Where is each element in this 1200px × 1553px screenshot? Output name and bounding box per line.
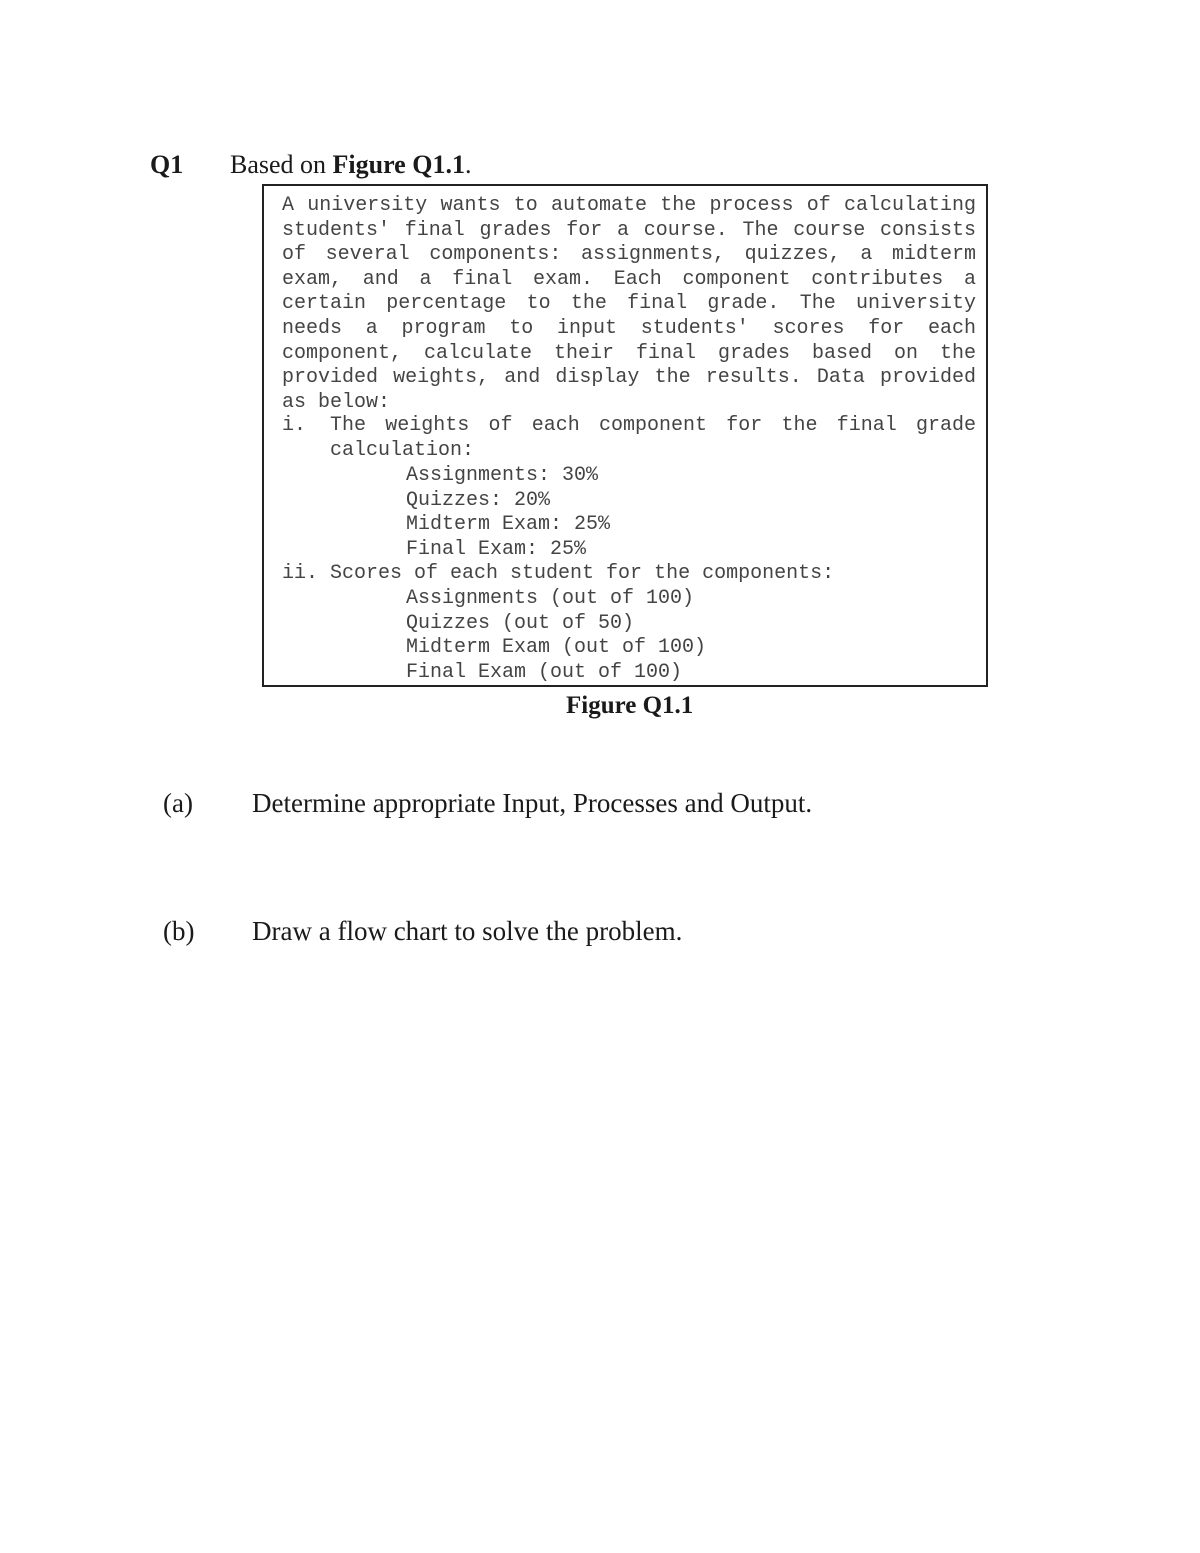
- question-intro: [230, 150, 471, 180]
- scores-list: [406, 587, 706, 685]
- subquestion-a-text: Determine appropriate Input, Processes and Output.: [252, 788, 813, 818]
- subquestion-b-text: Draw a flow chart to solve the problem.: [252, 916, 683, 946]
- score-item: Final Exam (out of 100): [406, 660, 683, 684]
- question-number: Q1: [150, 150, 184, 179]
- weight-item: Quizzes: 20%: [406, 488, 551, 512]
- subquestion-a-label: (a): [163, 788, 193, 818]
- intro-suffix: .: [464, 150, 472, 179]
- figure-paragraph: A university wants to automate the process of calculating students' final grades for a course. The course consists of several components: assignments, quizzes, a midterm exam, and a final exam. Each component contributes a certain percentage to the final grade. The university needs a program to input students' scores for each component, calculate their final grades based on the provided weights, and display the results. Data provided as below:: [282, 194, 976, 414]
- weight-item: Assignments: 30%: [406, 464, 599, 487]
- score-item: Midterm Exam (out of 100): [406, 636, 707, 660]
- intro-figure-ref: Figure Q1.1: [332, 150, 465, 179]
- figure-caption: Figure Q1.1: [566, 692, 694, 719]
- item-i-label: i.: [282, 414, 307, 437]
- weights-list: [406, 464, 610, 562]
- intro-prefix: Based on: [230, 150, 333, 179]
- weight-item: Final Exam: 25%: [406, 537, 587, 561]
- score-item: Quizzes (out of 50): [406, 611, 635, 635]
- weight-item: Midterm Exam: 25%: [406, 513, 611, 537]
- score-item: Assignments (out of 100): [406, 587, 695, 610]
- figure-q1-1-box: [262, 184, 988, 687]
- item-ii-text: ii. Scores of each student for the components:: [282, 562, 835, 585]
- item-i-text: The weights of each component for the final grade calculation:: [330, 414, 976, 462]
- subquestion-b-label: (b): [163, 916, 195, 946]
